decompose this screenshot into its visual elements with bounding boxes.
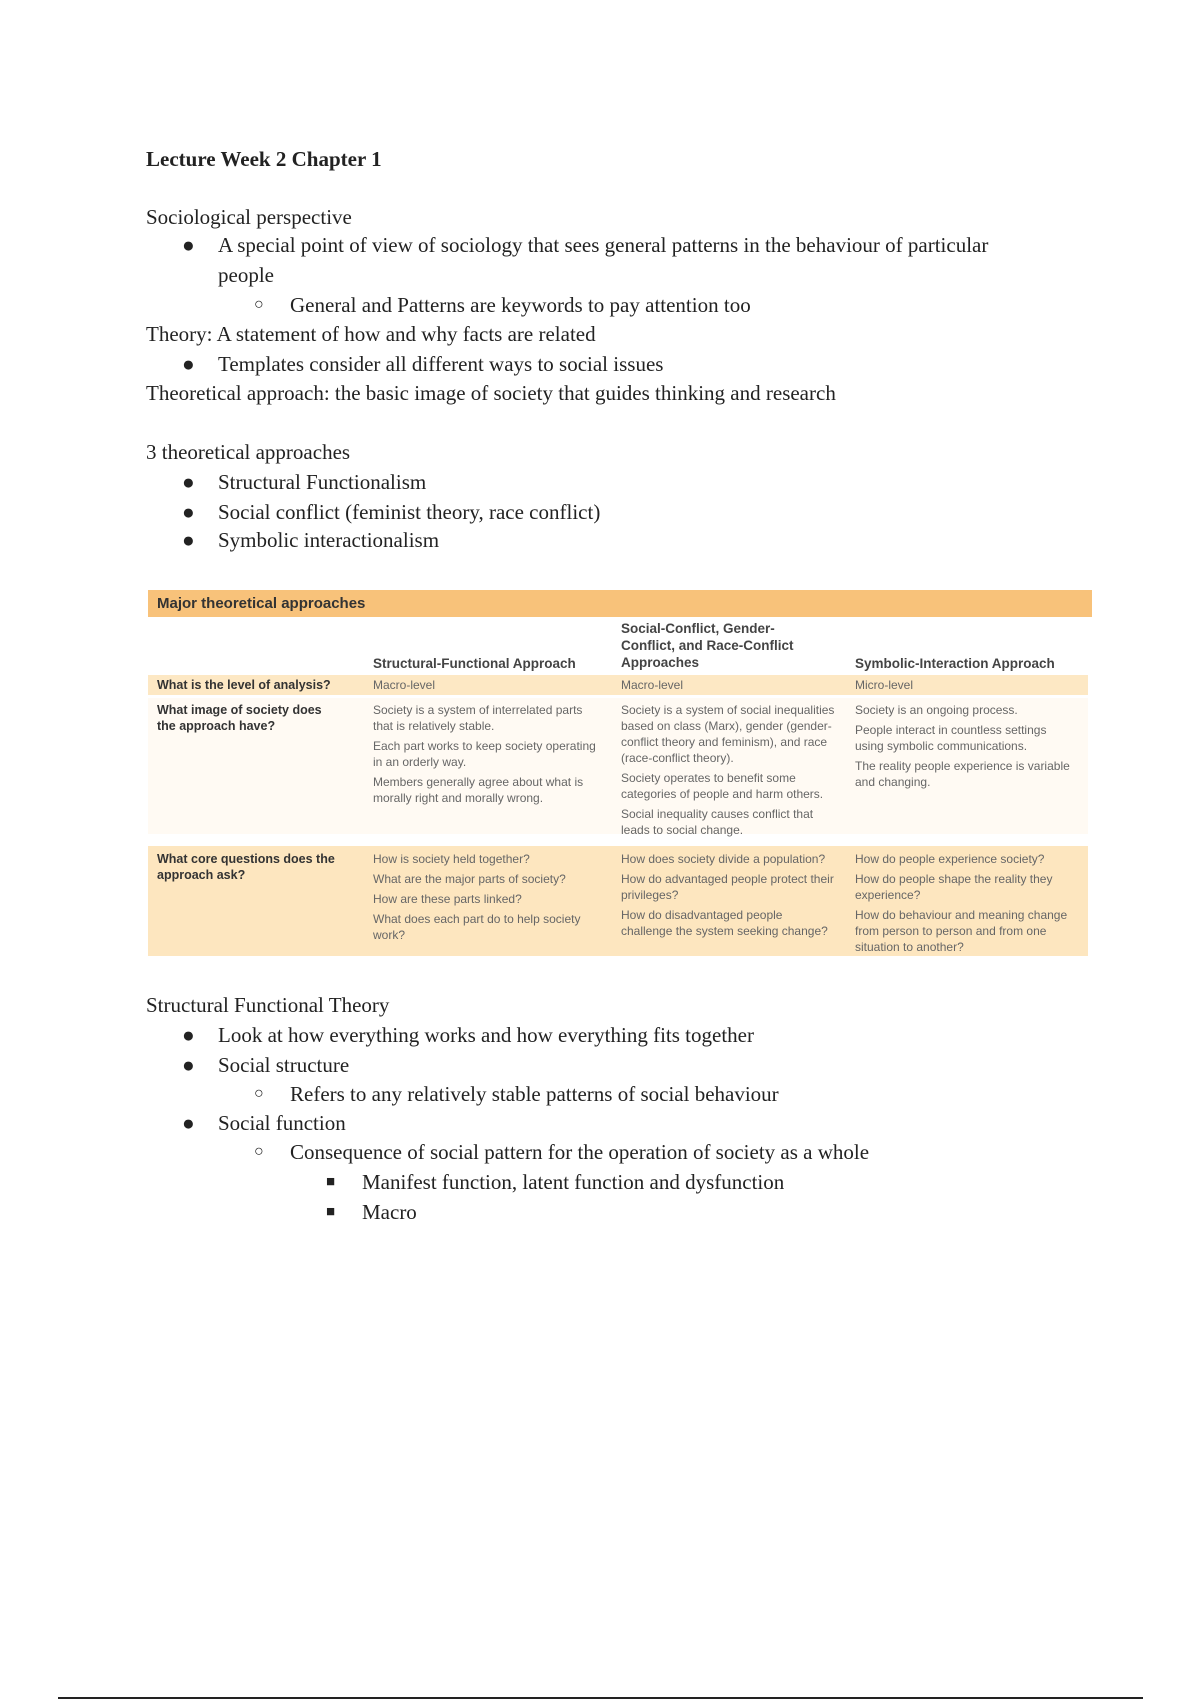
bullet-dot: ● — [182, 352, 195, 376]
cell-core-conflict — [621, 851, 837, 943]
cell-text: The reality people experience is variable and changing. — [855, 759, 1070, 789]
row-label-line: the approach have? — [157, 719, 276, 733]
theory-definition: Theory: A statement of how and why facts are related — [146, 322, 596, 346]
cell-core-structural — [373, 851, 605, 947]
bullet-dot: ● — [182, 470, 195, 494]
approach-item: Structural Functionalism — [218, 470, 427, 494]
cell-level-structural: Macro-level — [373, 678, 436, 692]
bullet-dot: ● — [182, 1053, 195, 1077]
column-header-structural-functional: Structural-Functional Approach — [373, 656, 576, 671]
column-header-line: Conflict, and Race-Conflict — [621, 638, 794, 653]
bullet-text: Social structure — [218, 1053, 350, 1077]
bullet-text: Templates consider all different ways to social issues — [218, 352, 664, 376]
page-title: Lecture Week 2 Chapter 1 — [146, 147, 382, 171]
sub-bullet-circle: ○ — [254, 296, 264, 313]
bullet-text: Look at how everything works and how everything fits together — [218, 1023, 754, 1047]
row-label-image — [157, 702, 357, 734]
cell-text: How is society held together? — [373, 852, 530, 866]
cell-text: What does each part do to help society work? — [373, 912, 581, 942]
column-header-symbolic-interaction: Symbolic-Interaction Approach — [855, 656, 1055, 671]
section-heading-structural-functional: Structural Functional Theory — [146, 993, 390, 1017]
cell-text: Members generally agree about what is morally right and morally wrong. — [373, 775, 584, 805]
cell-text: People interact in countless settings using symbolic communications. — [855, 723, 1047, 753]
cell-text: How do people experience society? — [855, 852, 1045, 866]
cell-image-conflict — [621, 702, 837, 842]
sub-bullet-circle: ○ — [254, 1143, 264, 1160]
cell-text: How do people shape the reality they experience? — [855, 872, 1053, 902]
sub-sub-bullet-text: Macro — [362, 1200, 417, 1224]
cell-text: Society is a system of interrelated parts that is relatively stable. — [373, 703, 583, 733]
approach-item: Symbolic interactionalism — [218, 528, 440, 552]
row-label-core-questions — [157, 851, 357, 883]
sub-bullet-text: Consequence of social pattern for the operation of society as a whole — [290, 1140, 870, 1164]
column-header-social-conflict — [621, 620, 841, 671]
column-header-line: Approaches — [621, 655, 700, 670]
cell-image-symbolic — [855, 702, 1075, 794]
cell-core-symbolic — [855, 851, 1077, 959]
cell-text: How do advantaged people protect their privileges? — [621, 872, 834, 902]
approaches-table — [148, 590, 1092, 956]
cell-text: Society is a system of social inequalities based on class (Marx), gender (gender-conflict theory and feminism), and race (race-conflict theory). — [621, 703, 835, 765]
sub-sub-bullet-square: ■ — [326, 1204, 336, 1220]
cell-text: How are these parts linked? — [373, 892, 522, 906]
sub-bullet-text: General and Patterns are keywords to pay attention too — [290, 293, 751, 317]
table-title: Major theoretical approaches — [148, 590, 1092, 617]
sub-sub-bullet-square: ■ — [326, 1174, 336, 1190]
row-label-level: What is the level of analysis? — [157, 678, 331, 692]
row-label-line: approach ask? — [157, 868, 246, 882]
bullet-text: A special point of view of sociology that sees general patterns in the behaviour of particular — [218, 233, 989, 257]
bullet-dot: ● — [182, 500, 195, 524]
cell-text: Society is an ongoing process. — [855, 703, 1018, 717]
cell-text: Society operates to benefit some categories of people and harm others. — [621, 771, 824, 801]
sub-sub-bullet-text: Manifest function, latent function and dysfunction — [362, 1170, 785, 1194]
cell-text: Each part works to keep society operating in an orderly way. — [373, 739, 596, 769]
bullet-dot: ● — [182, 528, 195, 552]
column-header-line: Social-Conflict, Gender- — [621, 621, 775, 636]
cell-level-symbolic: Micro-level — [855, 678, 914, 692]
cell-text: How do disadvantaged people challenge the system seeking change? — [621, 908, 828, 938]
bullet-text-continued: people — [218, 263, 274, 287]
approach-item: Social conflict (feminist theory, race conflict) — [218, 500, 601, 524]
sub-bullet-circle: ○ — [254, 1085, 264, 1102]
section-heading-approaches: 3 theoretical approaches — [146, 440, 351, 464]
row-label-line: What image of society does — [157, 703, 322, 717]
cell-level-conflict: Macro-level — [621, 678, 684, 692]
cell-text: Social inequality causes conflict that leads to social change. — [621, 807, 814, 837]
page-bottom-rule — [58, 1697, 1143, 1699]
section-heading-sociological-perspective: Sociological perspective — [146, 205, 352, 229]
cell-text: What are the major parts of society? — [373, 872, 566, 886]
theoretical-approach-definition: Theoretical approach: the basic image of society that guides thinking and research — [146, 381, 836, 405]
bullet-text: Social function — [218, 1111, 346, 1135]
cell-image-structural — [373, 702, 603, 810]
row-label-line: What core questions does the — [157, 852, 335, 866]
bullet-dot: ● — [182, 1111, 195, 1135]
cell-text: How do behaviour and meaning change from person to person and from one situation to another? — [855, 908, 1068, 954]
sub-bullet-text: Refers to any relatively stable patterns of social behaviour — [290, 1082, 779, 1106]
cell-text: How does society divide a population? — [621, 852, 826, 866]
bullet-dot: ● — [182, 233, 195, 257]
bullet-dot: ● — [182, 1023, 195, 1047]
